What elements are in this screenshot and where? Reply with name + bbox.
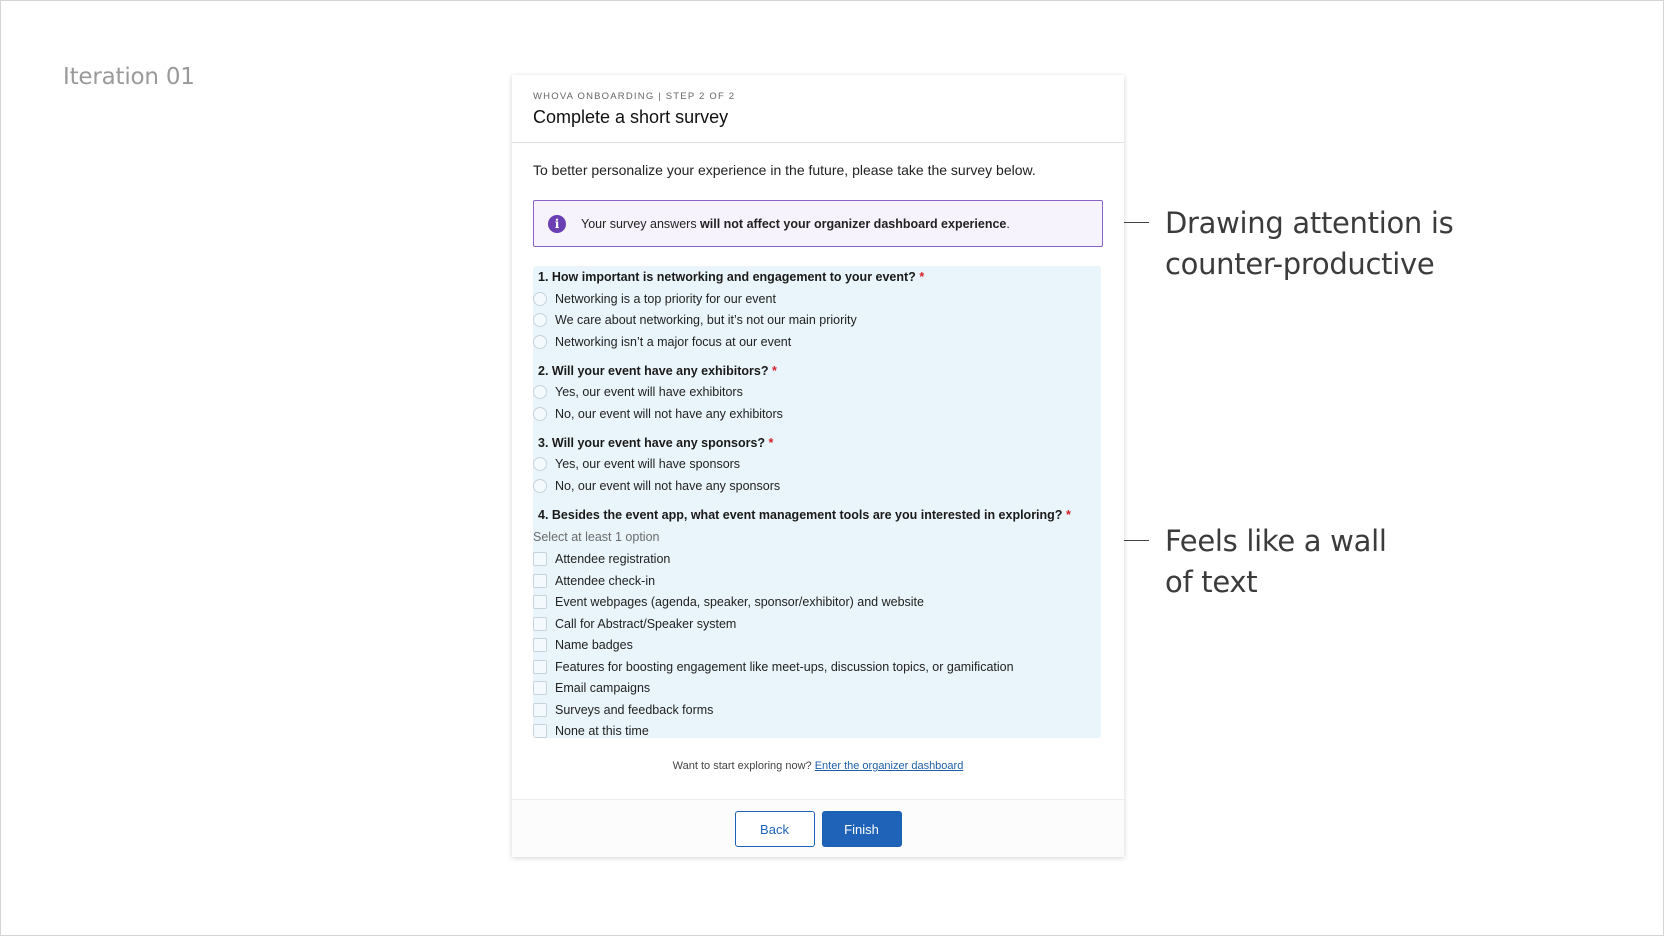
radio-button[interactable] xyxy=(533,479,547,493)
radio-option[interactable]: No, our event will not have any sponsors xyxy=(533,475,1101,497)
radio-button[interactable] xyxy=(533,385,547,399)
question-hint: Select at least 1 option xyxy=(533,529,660,544)
modal-body xyxy=(512,143,1124,772)
modal-footer xyxy=(512,799,1124,857)
radio-option[interactable]: Networking isn’t a major focus at our event xyxy=(533,331,1101,353)
explore-prompt xyxy=(533,760,1103,772)
checkbox-option[interactable]: Attendee registration xyxy=(533,549,1101,571)
question-4: 4. Besides the event app, what event management tools are you interested in exploring? * xyxy=(538,507,1071,522)
checkbox[interactable] xyxy=(533,595,547,609)
info-text: Your survey answers will not affect your organizer dashboard experience. xyxy=(581,216,1010,231)
checkbox-option[interactable]: Name badges xyxy=(533,635,1101,657)
checkbox[interactable] xyxy=(533,724,547,738)
required-marker: * xyxy=(768,435,774,450)
checkbox[interactable] xyxy=(533,638,547,652)
checkbox-option[interactable]: Email campaigns xyxy=(533,678,1101,700)
annotation-line-text: Feels like a wall xyxy=(1165,524,1387,558)
organizer-dashboard-link[interactable]: Enter the organizer dashboard xyxy=(814,760,964,772)
annotation-drawing-attention xyxy=(1165,203,1453,285)
back-button[interactable]: Back xyxy=(735,811,815,847)
annotation-wall-of-text xyxy=(1165,521,1387,603)
radio-button[interactable] xyxy=(533,313,547,327)
checkbox[interactable] xyxy=(533,681,547,695)
explore-text: Want to start exploring now? xyxy=(672,760,812,772)
intro-text: To better personalize your experience in the future, please take the survey below. xyxy=(533,162,1036,178)
survey-questions xyxy=(533,266,1101,738)
checkbox-option[interactable]: Call for Abstract/Speaker system xyxy=(533,613,1101,635)
required-marker: * xyxy=(772,363,777,378)
checkbox-option[interactable]: None at this time xyxy=(533,721,1101,739)
survey-modal xyxy=(512,75,1124,857)
info-banner xyxy=(533,200,1103,247)
required-marker: * xyxy=(1065,507,1071,522)
step-label: WHOVA ONBOARDING | STEP 2 OF 2 xyxy=(533,91,736,102)
info-icon: i xyxy=(548,215,566,233)
checkbox-option[interactable]: Surveys and feedback forms xyxy=(533,699,1101,721)
question-1: 1. How important is networking and engagement to your event? * xyxy=(538,270,925,284)
checkbox[interactable] xyxy=(533,660,547,674)
radio-button[interactable] xyxy=(533,457,547,471)
modal-title: Complete a short survey xyxy=(533,107,729,127)
radio-option[interactable]: Yes, our event will have exhibitors xyxy=(533,382,1101,404)
required-marker: * xyxy=(919,270,925,284)
checkbox-option[interactable]: Attendee check-in xyxy=(533,570,1101,592)
question-2: 2. Will your event have any exhibitors? * xyxy=(538,363,777,378)
radio-button[interactable] xyxy=(533,407,547,421)
annotation-line-text: counter-productive xyxy=(1165,247,1435,281)
checkbox[interactable] xyxy=(533,574,547,588)
modal-header xyxy=(512,75,1124,143)
question-3: 3. Will your event have any sponsors? * xyxy=(538,435,774,450)
radio-button[interactable] xyxy=(533,335,547,349)
checkbox-option[interactable]: Features for boosting engagement like meet-ups, discussion topics, or gamification xyxy=(533,656,1101,678)
radio-option[interactable]: No, our event will not have any exhibitors xyxy=(533,403,1101,425)
iteration-label: Iteration 01 xyxy=(63,64,195,90)
radio-option[interactable]: We care about networking, but it’s not our main priority xyxy=(533,310,1101,332)
checkbox-option[interactable]: Event webpages (agenda, speaker, sponsor/exhibitor) and website xyxy=(533,592,1101,614)
checkbox[interactable] xyxy=(533,552,547,566)
radio-option[interactable]: Networking is a top priority for our event xyxy=(533,288,1101,310)
checkbox[interactable] xyxy=(533,703,547,717)
finish-button[interactable]: Finish xyxy=(822,811,902,847)
annotation-line-text: Drawing attention is xyxy=(1165,206,1454,240)
radio-option[interactable]: Yes, our event will have sponsors xyxy=(533,454,1101,476)
radio-button[interactable] xyxy=(533,292,547,306)
checkbox[interactable] xyxy=(533,617,547,631)
annotation-line-text: of text xyxy=(1165,565,1258,599)
